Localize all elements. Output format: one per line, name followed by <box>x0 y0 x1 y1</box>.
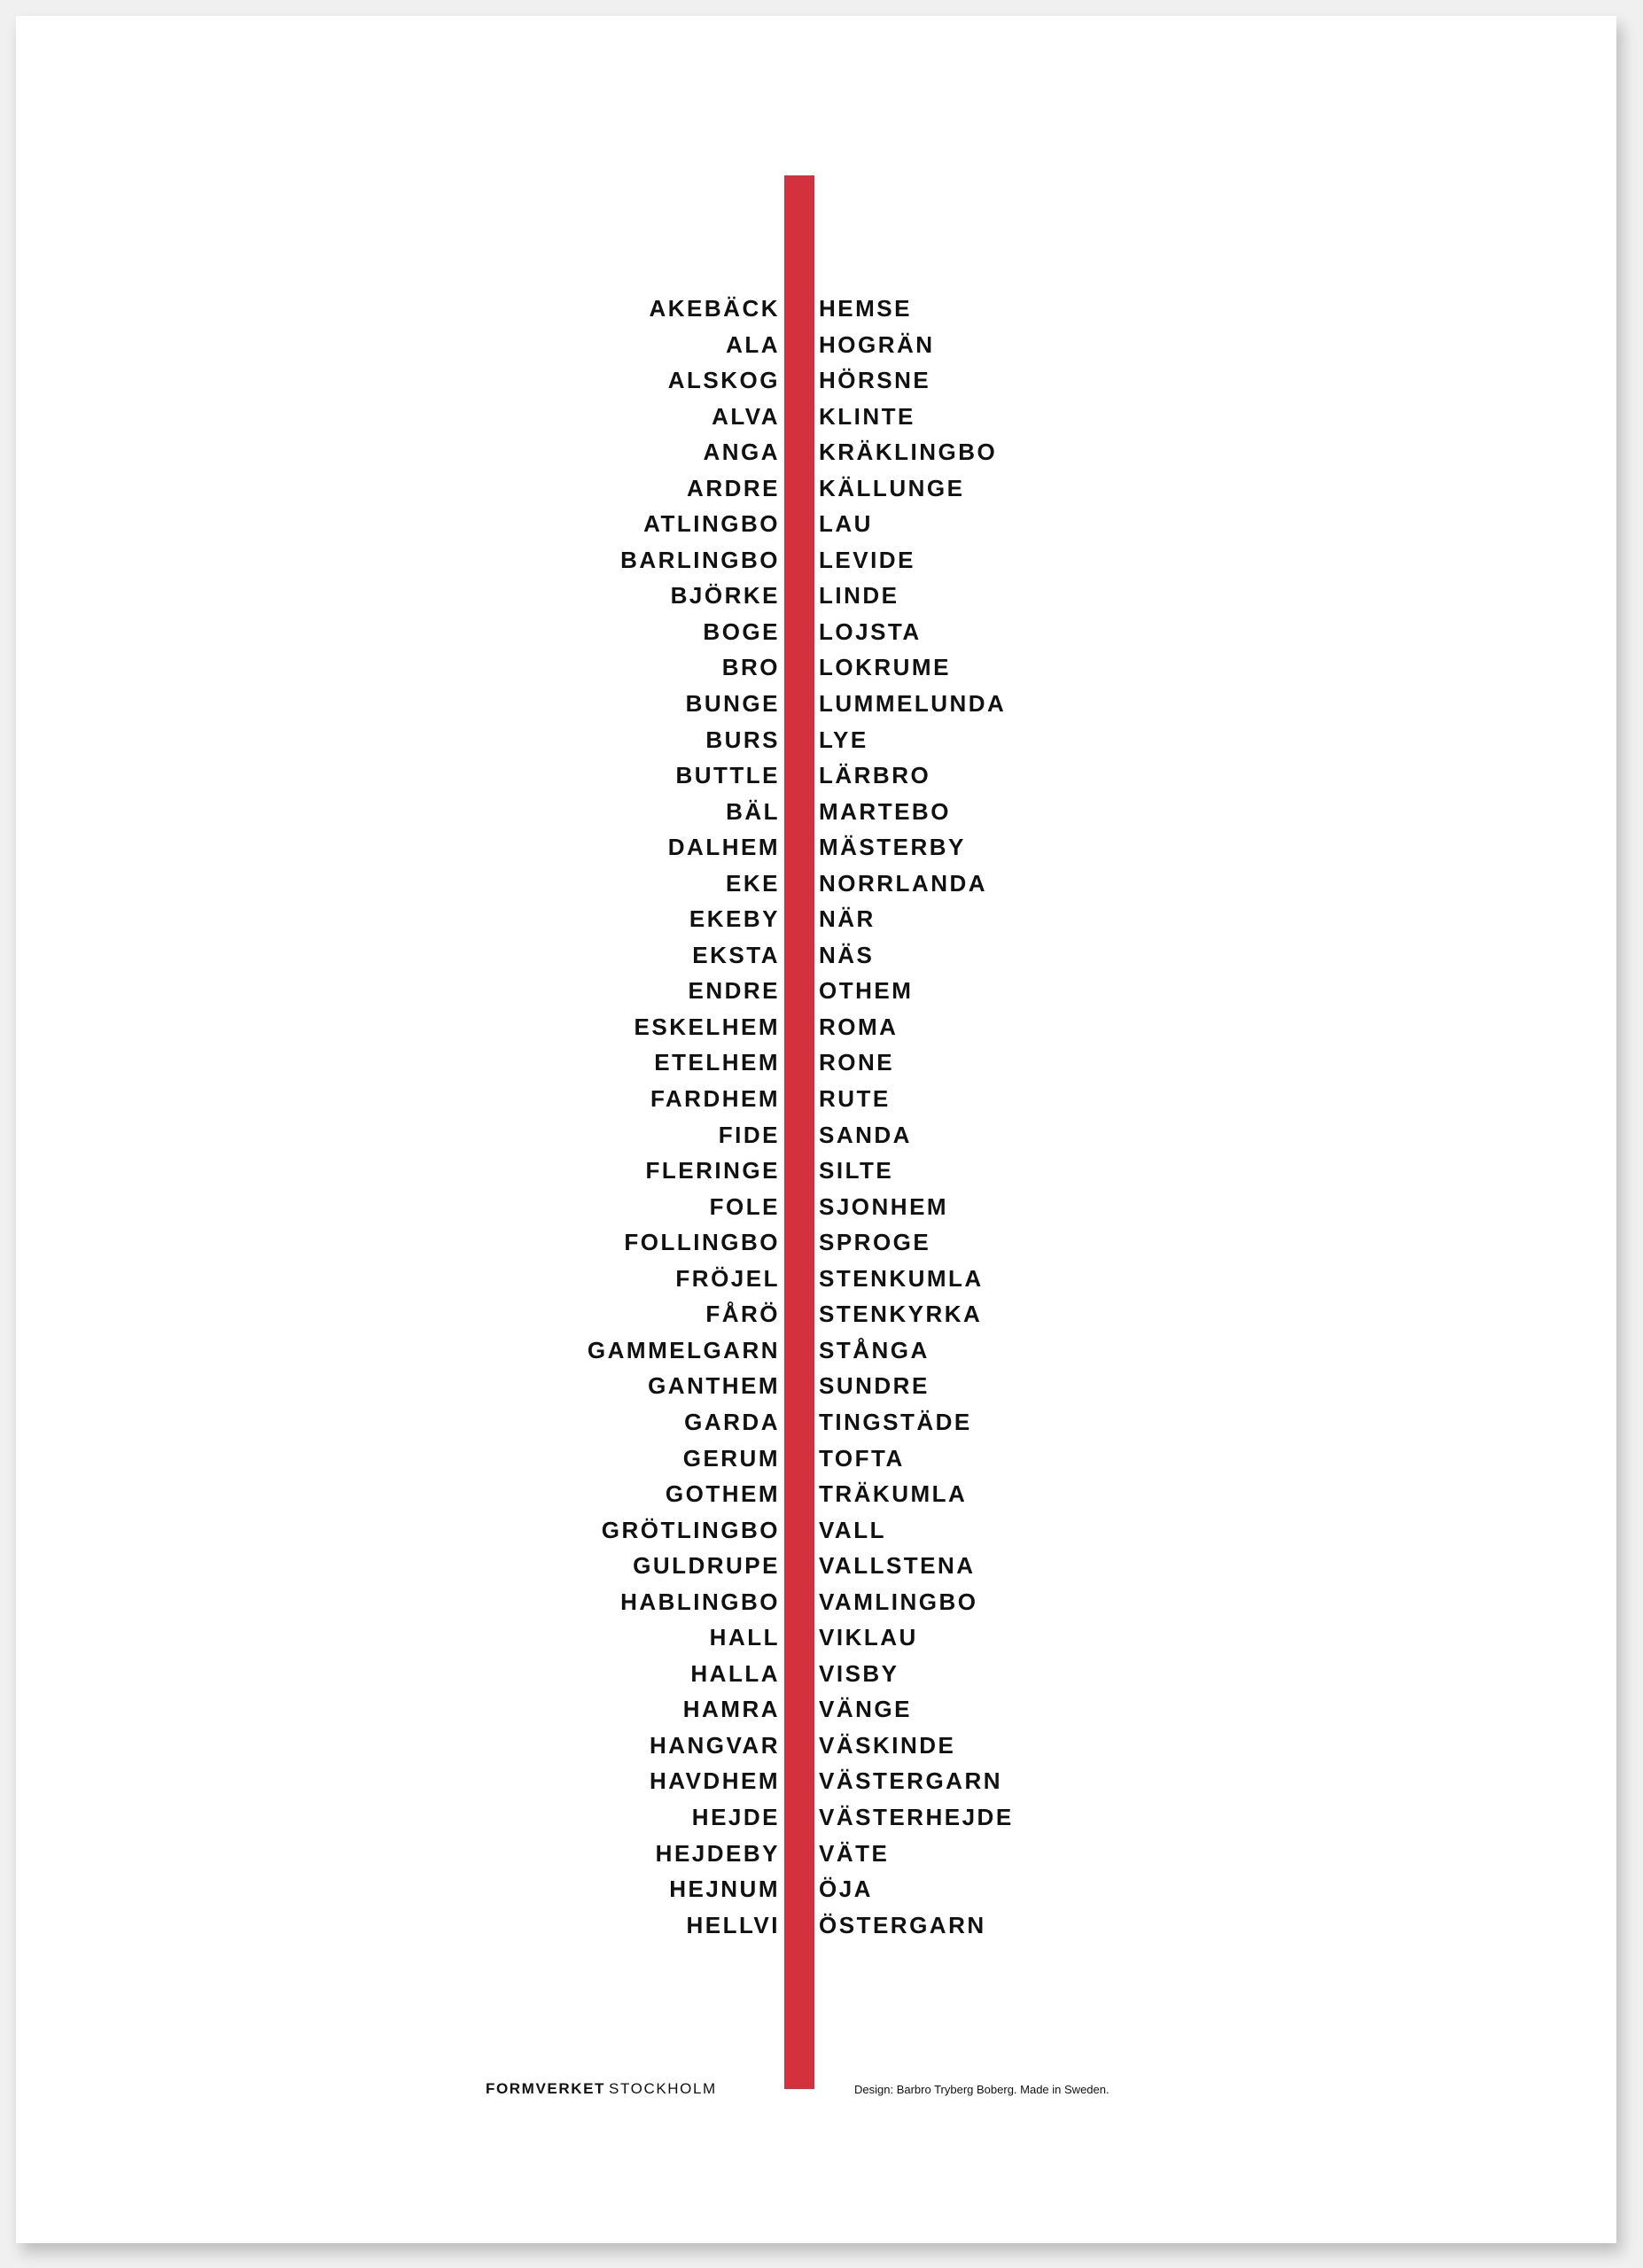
parish-name-left: GOTHEM <box>665 1480 780 1508</box>
parish-name-right: KÄLLUNGE <box>819 474 965 501</box>
parish-name-right: SJONHEM <box>819 1192 949 1220</box>
brand-logo <box>486 2080 717 2098</box>
parish-name-right: LOJSTA <box>819 617 922 645</box>
parish-name-right: TOFTA <box>819 1444 905 1472</box>
parish-name-left: ALA <box>726 330 780 358</box>
parish-name-right: VÄSTERGARN <box>819 1767 1003 1795</box>
parish-name-left: FLERINGE <box>645 1157 780 1184</box>
parish-name-right: KLINTE <box>819 402 915 430</box>
parish-name-left: BARLINGBO <box>620 546 780 573</box>
parish-name-left: ESKELHEM <box>634 1013 780 1040</box>
parish-name-right: HEMSE <box>819 295 912 322</box>
parish-name-right: STENKYRKA <box>819 1301 983 1328</box>
parish-name-right: SANDA <box>819 1121 912 1148</box>
parish-name-right: RONE <box>819 1049 895 1076</box>
parish-name-right: LEVIDE <box>819 546 915 573</box>
parish-name-left: ATLINGBO <box>643 510 780 538</box>
parish-name-right: VÄSTERHEJDE <box>819 1803 1014 1830</box>
parish-name-right: LOKRUME <box>819 654 951 681</box>
parish-name-left: EKSTA <box>692 941 780 968</box>
parish-name-right: MARTEBO <box>819 797 951 825</box>
parish-name-right: NÄS <box>819 941 875 968</box>
parish-name-left: HABLINGBO <box>620 1588 780 1615</box>
parish-name-right: VÄNGE <box>819 1696 912 1723</box>
design-credit: Design: Barbro Tryberg Boberg. Made in Sweden. <box>854 2083 1110 2096</box>
parish-name-right: VALL <box>819 1516 886 1543</box>
parish-name-right: LINDE <box>819 582 899 610</box>
parish-name-left: ENDRE <box>688 977 780 1005</box>
red-stripe <box>784 175 814 2089</box>
parish-name-right: TINGSTÄDE <box>819 1408 972 1435</box>
parish-name-right: HÖRSNE <box>819 367 931 394</box>
parish-name-right: LAU <box>819 510 873 538</box>
parish-list-left <box>512 291 780 1943</box>
parish-name-right: NÄR <box>819 905 876 933</box>
parish-name-right: ÖSTERGARN <box>819 1911 986 1938</box>
parish-name-left: ALVA <box>712 402 780 430</box>
parish-name-left: ALSKOG <box>667 367 780 394</box>
parish-name-right: STENKUMLA <box>819 1264 984 1292</box>
parish-name-left: BURS <box>705 726 780 753</box>
parish-name-left: FOLE <box>709 1192 780 1220</box>
parish-name-left: BUTTLE <box>675 762 780 789</box>
parish-name-right: STÅNGA <box>819 1336 930 1363</box>
parish-name-left: GULDRUPE <box>633 1552 780 1580</box>
parish-name-right: VIKLAU <box>819 1624 918 1651</box>
parish-name-right: LYE <box>819 726 868 753</box>
parish-name-right: VISBY <box>819 1659 899 1687</box>
parish-name-left: BÄL <box>726 797 780 825</box>
parish-name-left: HALLA <box>690 1659 780 1687</box>
parish-name-left: FÅRÖ <box>705 1301 780 1328</box>
parish-name-left: HALL <box>709 1624 780 1651</box>
parish-name-right: NORRLANDA <box>819 869 988 897</box>
parish-name-left: FOLLINGBO <box>624 1229 780 1256</box>
parish-name-left: HEJDEBY <box>655 1839 780 1867</box>
parish-name-left: EKEBY <box>689 905 780 933</box>
parish-name-left: GAMMELGARN <box>587 1336 780 1363</box>
parish-name-right: LÄRBRO <box>819 762 931 789</box>
parish-name-left: DALHEM <box>667 834 780 861</box>
parish-name-right: VÄSKINDE <box>819 1731 956 1759</box>
parish-list-right <box>819 291 1111 1943</box>
brand-name: FORMVERKET <box>486 2080 605 2097</box>
parish-name-left: ARDRE <box>687 474 780 501</box>
parish-name-right: VALLSTENA <box>819 1552 976 1580</box>
parish-name-right: MÄSTERBY <box>819 834 966 861</box>
parish-name-left: GANTHEM <box>648 1372 780 1400</box>
parish-name-left: ETELHEM <box>654 1049 780 1076</box>
parish-name-right: ROMA <box>819 1013 899 1040</box>
parish-name-left: FRÖJEL <box>675 1264 780 1292</box>
parish-name-left: HELLVI <box>686 1911 780 1938</box>
parish-name-left: BRO <box>721 654 780 681</box>
parish-name-left: EKE <box>726 869 780 897</box>
parish-name-left: FIDE <box>718 1121 780 1148</box>
parish-name-left: BOGE <box>703 617 780 645</box>
parish-name-right: LUMMELUNDA <box>819 690 1007 718</box>
parish-name-left: HANGVAR <box>649 1731 780 1759</box>
parish-name-left: FARDHEM <box>650 1085 780 1113</box>
parish-name-left: HEJDE <box>691 1803 780 1830</box>
parish-name-left: HAMRA <box>682 1696 780 1723</box>
tea-towel <box>16 16 1616 2243</box>
parish-name-right: ÖJA <box>819 1876 873 1903</box>
parish-name-left: GERUM <box>682 1444 780 1472</box>
parish-name-right: VAMLINGBO <box>819 1588 978 1615</box>
parish-name-left: HAVDHEM <box>649 1767 780 1795</box>
parish-name-right: SUNDRE <box>819 1372 930 1400</box>
parish-name-right: HOGRÄN <box>819 330 935 358</box>
parish-name-left: AKEBÄCK <box>649 295 780 322</box>
parish-name-right: TRÄKUMLA <box>819 1480 968 1508</box>
parish-name-left: ANGA <box>703 439 780 466</box>
parish-name-left: GARDA <box>684 1408 780 1435</box>
parish-name-right: KRÄKLINGBO <box>819 439 998 466</box>
parish-name-left: BUNGE <box>685 690 780 718</box>
parish-name-left: BJÖRKE <box>670 582 780 610</box>
brand-city: STOCKHOLM <box>609 2080 717 2097</box>
parish-name-right: RUTE <box>819 1085 891 1113</box>
parish-name-right: OTHEM <box>819 977 914 1005</box>
parish-name-right: SPROGE <box>819 1229 931 1256</box>
parish-name-left: GRÖTLINGBO <box>601 1516 780 1543</box>
parish-name-right: SILTE <box>819 1157 894 1184</box>
parish-name-left: HEJNUM <box>669 1876 780 1903</box>
parish-name-right: VÄTE <box>819 1839 890 1867</box>
